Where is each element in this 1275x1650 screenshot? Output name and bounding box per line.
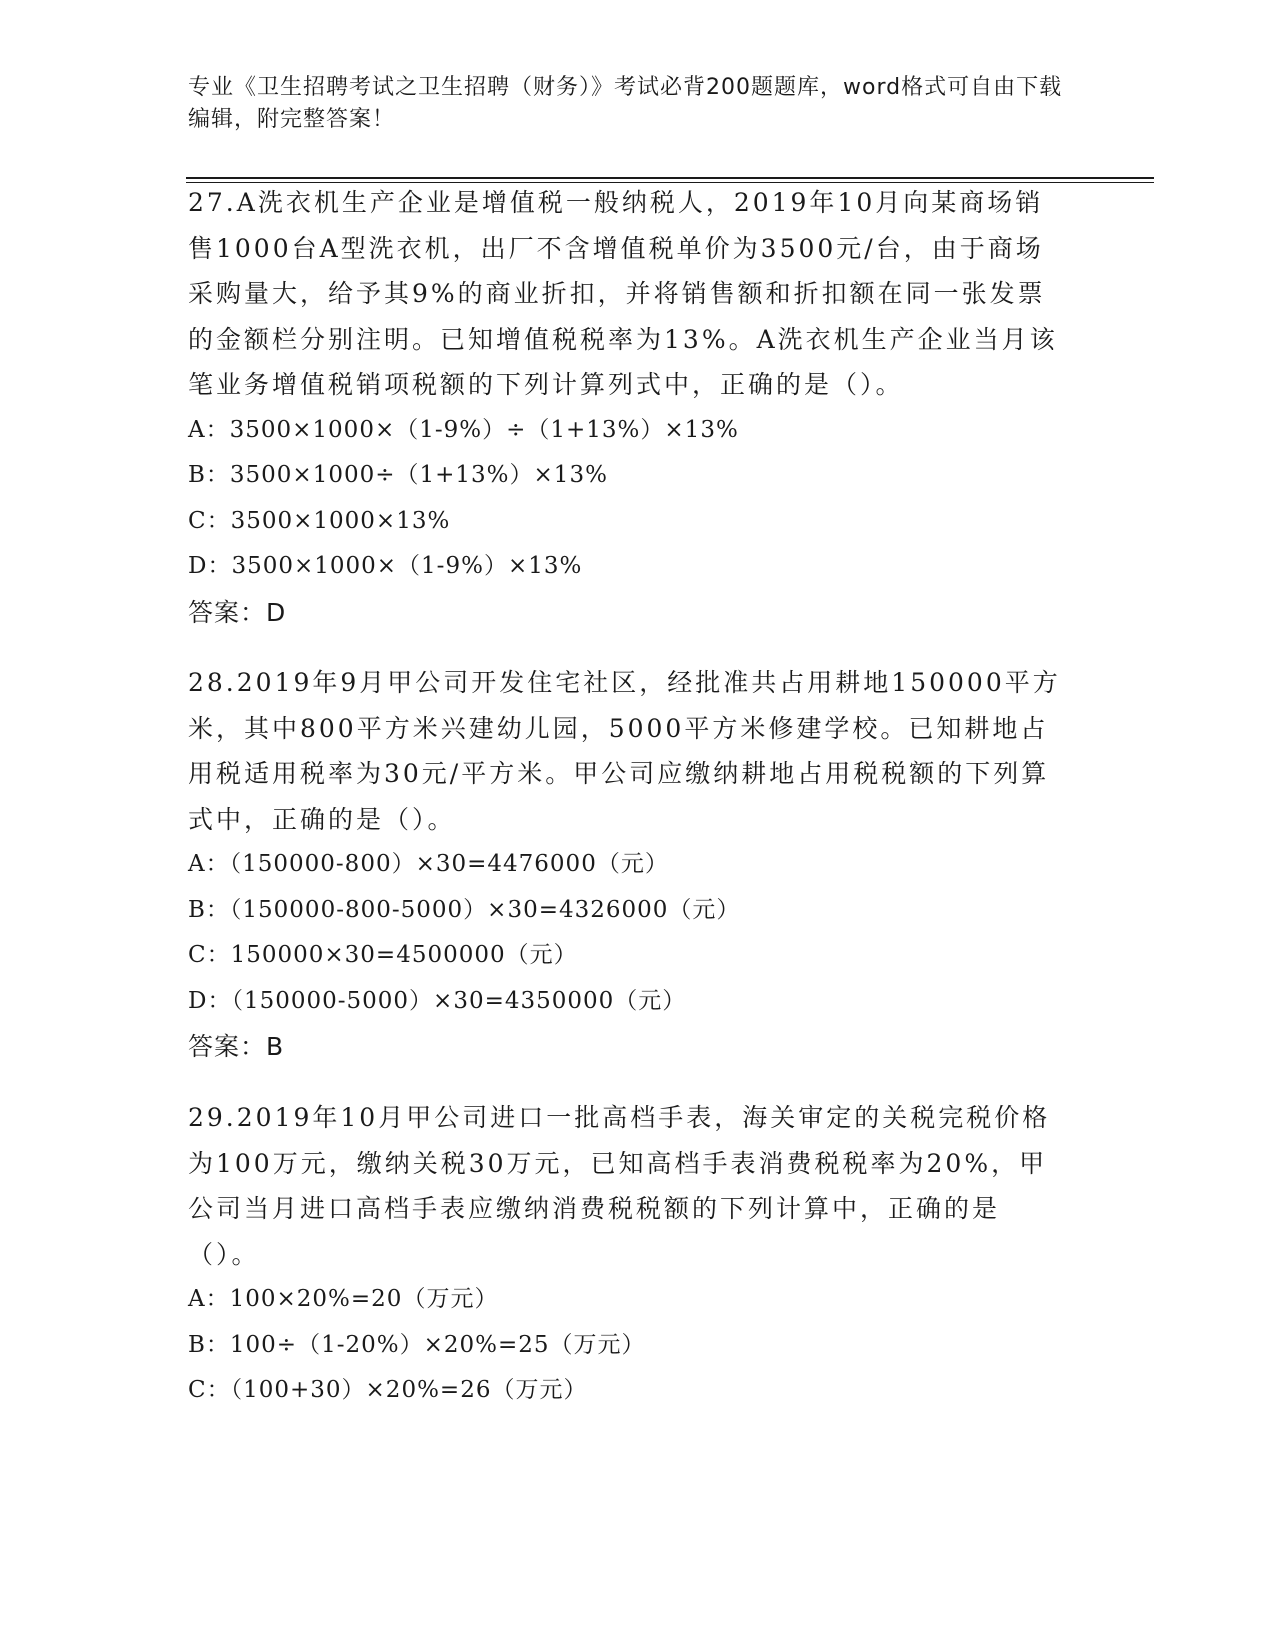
header-divider-thick (186, 177, 1154, 179)
question-stem: 29.2019年10月甲公司进口一批高档手表，海关审定的关税完税价格为100万元，缴纳关税30万元，已知高档手表消费税税率为20%，甲公司当月进口高档手表应缴纳消费税税额的下列计算中，正确的是（）。 (188, 1103, 1051, 1269)
option-a: A：100×20%=20（万元） (188, 1286, 499, 1312)
option-b: B：（150000-800-5000）×30=4326000（元） (188, 896, 741, 923)
question-stem: 27.A洗衣机生产企业是增值税一般纳税人，2019年10月向某商场销售1000台A型洗衣机，出厂不含增值税单价为3500元/台，由于商场采购量大，给予其9%的商业折扣，并将销售额和折扣额在同一张发票的金额栏分别注明。已知增值税税率为13%。A洗衣机生产企业当月该笔业务增值税销项税额的下列计算列式中，正确的是（）。 (188, 188, 1058, 399)
option-d: D：（150000-5000）×30=4350000（元） (188, 987, 687, 1014)
option-a: A：（150000-800）×30=4476000（元） (188, 851, 669, 877)
answer-line: 答案：D (188, 597, 287, 627)
option-d: D：3500×1000×（1-9%）×13% (188, 553, 583, 579)
option-c: C：3500×1000×13% (188, 507, 451, 534)
question-29 (188, 1095, 1068, 1414)
option-c: C：150000×30=4500000（元） (188, 942, 578, 968)
question-stem: 28.2019年9月甲公司开发住宅社区，经批准共占用耕地150000平方米，其中800平方米兴建幼儿园，5000平方米修建学校。已知耕地占用税适用税率为30元/平方米。甲公司应缴纳耕地占用税税额的下列算式中，正确的是（）。 (188, 668, 1061, 834)
option-a: A：3500×1000×（1-9%）÷（1+13%）×13% (188, 416, 739, 443)
option-b: B：3500×1000÷（1+13%）×13% (188, 462, 608, 488)
option-b: B：100÷（1-20%）×20%=25（万元） (188, 1331, 646, 1358)
document-header: 专业《卫生招聘考试之卫生招聘（财务）》考试必背200题题库，word格式可自由下载编辑，附完整答案！ (188, 75, 1063, 132)
question-28 (188, 660, 1068, 1070)
option-c: C：（100+30）×20%=26（万元） (188, 1377, 588, 1403)
question-27 (188, 180, 1068, 635)
answer-line: 答案：B (188, 1032, 285, 1061)
